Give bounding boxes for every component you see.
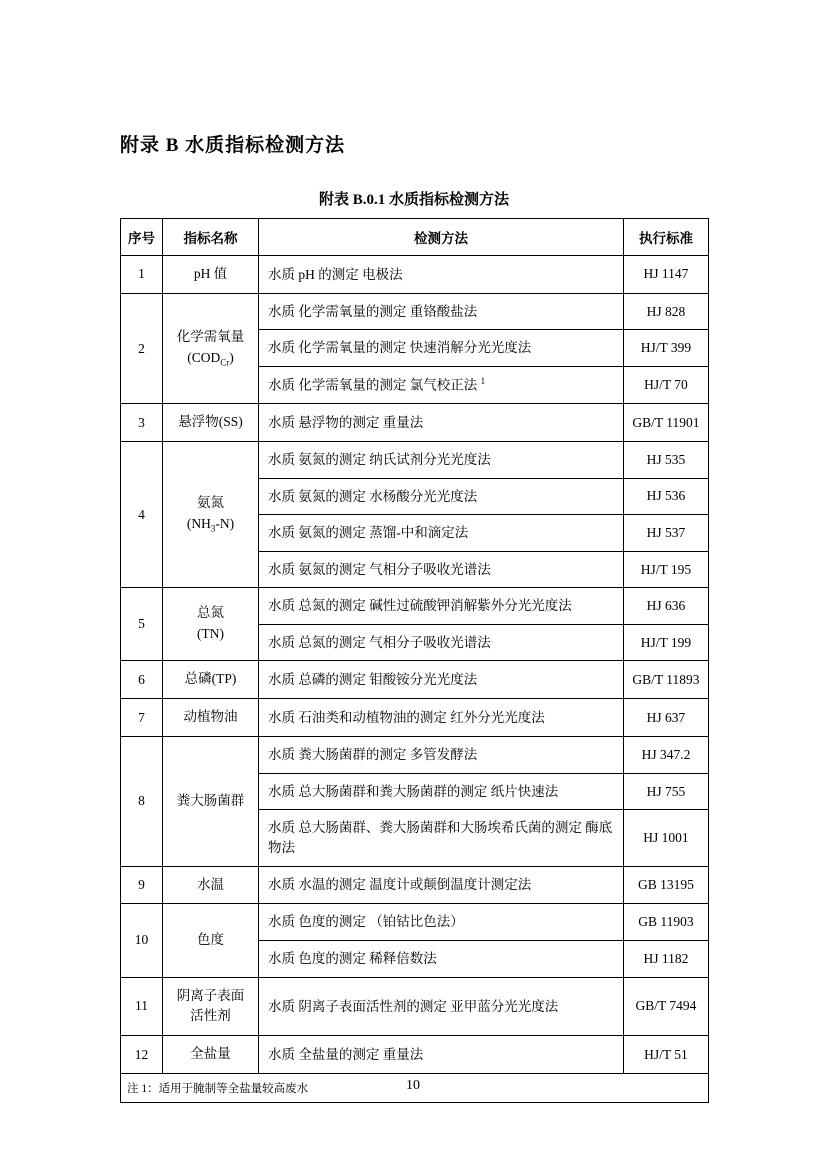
table-row (121, 977, 709, 1036)
row-number-cell: 6 (121, 661, 163, 699)
indicator-name-cell: 阴离子表面 活性剂 (163, 977, 259, 1036)
indicator-name-cell: pH 值 (163, 256, 259, 294)
column-header: 检测方法 (259, 219, 624, 256)
indicator-name-cell: 色度 (163, 904, 259, 977)
method-cell: 水质 氨氮的测定 纳氏试剂分光光度法 (259, 442, 624, 479)
standard-cell: HJ 347.2 (624, 737, 709, 774)
method-cell: 水质 全盐量的测定 重量法 (259, 1036, 624, 1074)
method-cell: 水质 悬浮物的测定 重量法 (259, 404, 624, 442)
table-container (120, 218, 708, 1103)
standard-cell: HJ/T 199 (624, 624, 709, 661)
column-header: 执行标准 (624, 219, 709, 256)
standard-cell: GB 13195 (624, 866, 709, 904)
table-row (121, 1036, 709, 1074)
table-row (121, 699, 709, 737)
row-number-cell: 12 (121, 1036, 163, 1074)
method-cell: 水质 水温的测定 温度计或颠倒温度计测定法 (259, 866, 624, 904)
page-number: 10 (406, 1078, 420, 1093)
standard-cell: HJ/T 51 (624, 1036, 709, 1074)
appendix-heading: 附录 B 水质指标检测方法 (120, 135, 346, 156)
row-number-cell: 9 (121, 866, 163, 904)
method-cell: 水质 总氮的测定 气相分子吸收光谱法 (259, 624, 624, 661)
method-cell: 水质 总磷的测定 钼酸铵分光光度法 (259, 661, 624, 699)
standard-cell: HJ 755 (624, 773, 709, 810)
table-row (121, 293, 709, 330)
row-number-cell: 1 (121, 256, 163, 294)
method-cell: 水质 色度的测定 （铂钴比色法） (259, 904, 624, 941)
row-number-cell: 10 (121, 904, 163, 977)
method-cell: 水质 总大肠菌群、粪大肠菌群和大肠埃希氏菌的测定 酶底物法 (259, 810, 624, 866)
table-note: 注 1：适用于腌制等全盐量较高废水 (121, 1074, 709, 1103)
table-row (121, 588, 709, 625)
method-cell: 水质 化学需氧量的测定 快速消解分光光度法 (259, 330, 624, 367)
standard-cell: GB 11903 (624, 904, 709, 941)
standard-cell: HJ 1147 (624, 256, 709, 294)
standard-cell: HJ 537 (624, 515, 709, 552)
row-number-cell: 5 (121, 588, 163, 661)
standard-cell: HJ 828 (624, 293, 709, 330)
standard-cell: HJ 1182 (624, 940, 709, 977)
standard-cell: HJ/T 195 (624, 551, 709, 588)
method-cell: 水质 阴离子表面活性剂的测定 亚甲蓝分光光度法 (259, 977, 624, 1036)
method-cell: 水质 化学需氧量的测定 氯气校正法 $^1$ (259, 367, 624, 404)
standard-cell: GB/T 11893 (624, 661, 709, 699)
method-cell: 水质 氨氮的测定 气相分子吸收光谱法 (259, 551, 624, 588)
table-row (121, 442, 709, 479)
row-number-cell: 3 (121, 404, 163, 442)
standard-cell: GB/T 7494 (624, 977, 709, 1036)
method-cell: 水质 总大肠菌群和粪大肠菌群的测定 纸片快速法 (259, 773, 624, 810)
indicator-name-cell: 化学需氧量 $(COD_{Cr})$ (163, 293, 259, 403)
standard-cell: HJ 1001 (624, 810, 709, 866)
water-quality-methods-table (120, 218, 709, 1103)
column-header: 指标名称 (163, 219, 259, 256)
standard-cell: HJ 636 (624, 588, 709, 625)
table-body (121, 256, 709, 1074)
table-row (121, 256, 709, 294)
standard-cell: HJ 535 (624, 442, 709, 479)
method-cell: 水质 氨氮的测定 蒸馏-中和滴定法 (259, 515, 624, 552)
row-number-cell: 7 (121, 699, 163, 737)
table-row (121, 737, 709, 774)
table-row (121, 404, 709, 442)
table-header-row (121, 219, 709, 256)
indicator-name-cell: 悬浮物(SS) (163, 404, 259, 442)
indicator-name-cell: 全盐量 (163, 1036, 259, 1074)
row-number-cell: 2 (121, 293, 163, 403)
indicator-name-cell: 总氮 (TN) (163, 588, 259, 661)
method-cell: 水质 色度的测定 稀释倍数法 (259, 940, 624, 977)
standard-cell: GB/T 11901 (624, 404, 709, 442)
indicator-name-cell: 氨氮 $(NH_3-N)$ (163, 442, 259, 588)
table-row (121, 866, 709, 904)
row-number-cell: 8 (121, 737, 163, 866)
method-cell: 水质 氨氮的测定 水杨酸分光光度法 (259, 478, 624, 515)
standard-cell: HJ 637 (624, 699, 709, 737)
standard-cell: HJ/T 399 (624, 330, 709, 367)
row-number-cell: 4 (121, 442, 163, 588)
standard-cell: HJ 536 (624, 478, 709, 515)
indicator-name-cell: 动植物油 (163, 699, 259, 737)
table-caption: 附表 B.0.1 水质指标检测方法 (318, 192, 509, 208)
table-row (121, 661, 709, 699)
table-row (121, 904, 709, 941)
row-number-cell: 11 (121, 977, 163, 1036)
indicator-name-cell: 粪大肠菌群 (163, 737, 259, 866)
indicator-name-cell: 总磷(TP) (163, 661, 259, 699)
column-header: 序号 (121, 219, 163, 256)
method-cell: 水质 pH 的测定 电极法 (259, 256, 624, 294)
indicator-name-cell: 水温 (163, 866, 259, 904)
method-cell: 水质 粪大肠菌群的测定 多管发酵法 (259, 737, 624, 774)
standard-cell: HJ/T 70 (624, 367, 709, 404)
method-cell: 水质 石油类和动植物油的测定 红外分光光度法 (259, 699, 624, 737)
method-cell: 水质 化学需氧量的测定 重铬酸盐法 (259, 293, 624, 330)
method-cell: 水质 总氮的测定 碱性过硫酸钾消解紫外分光光度法 (259, 588, 624, 625)
